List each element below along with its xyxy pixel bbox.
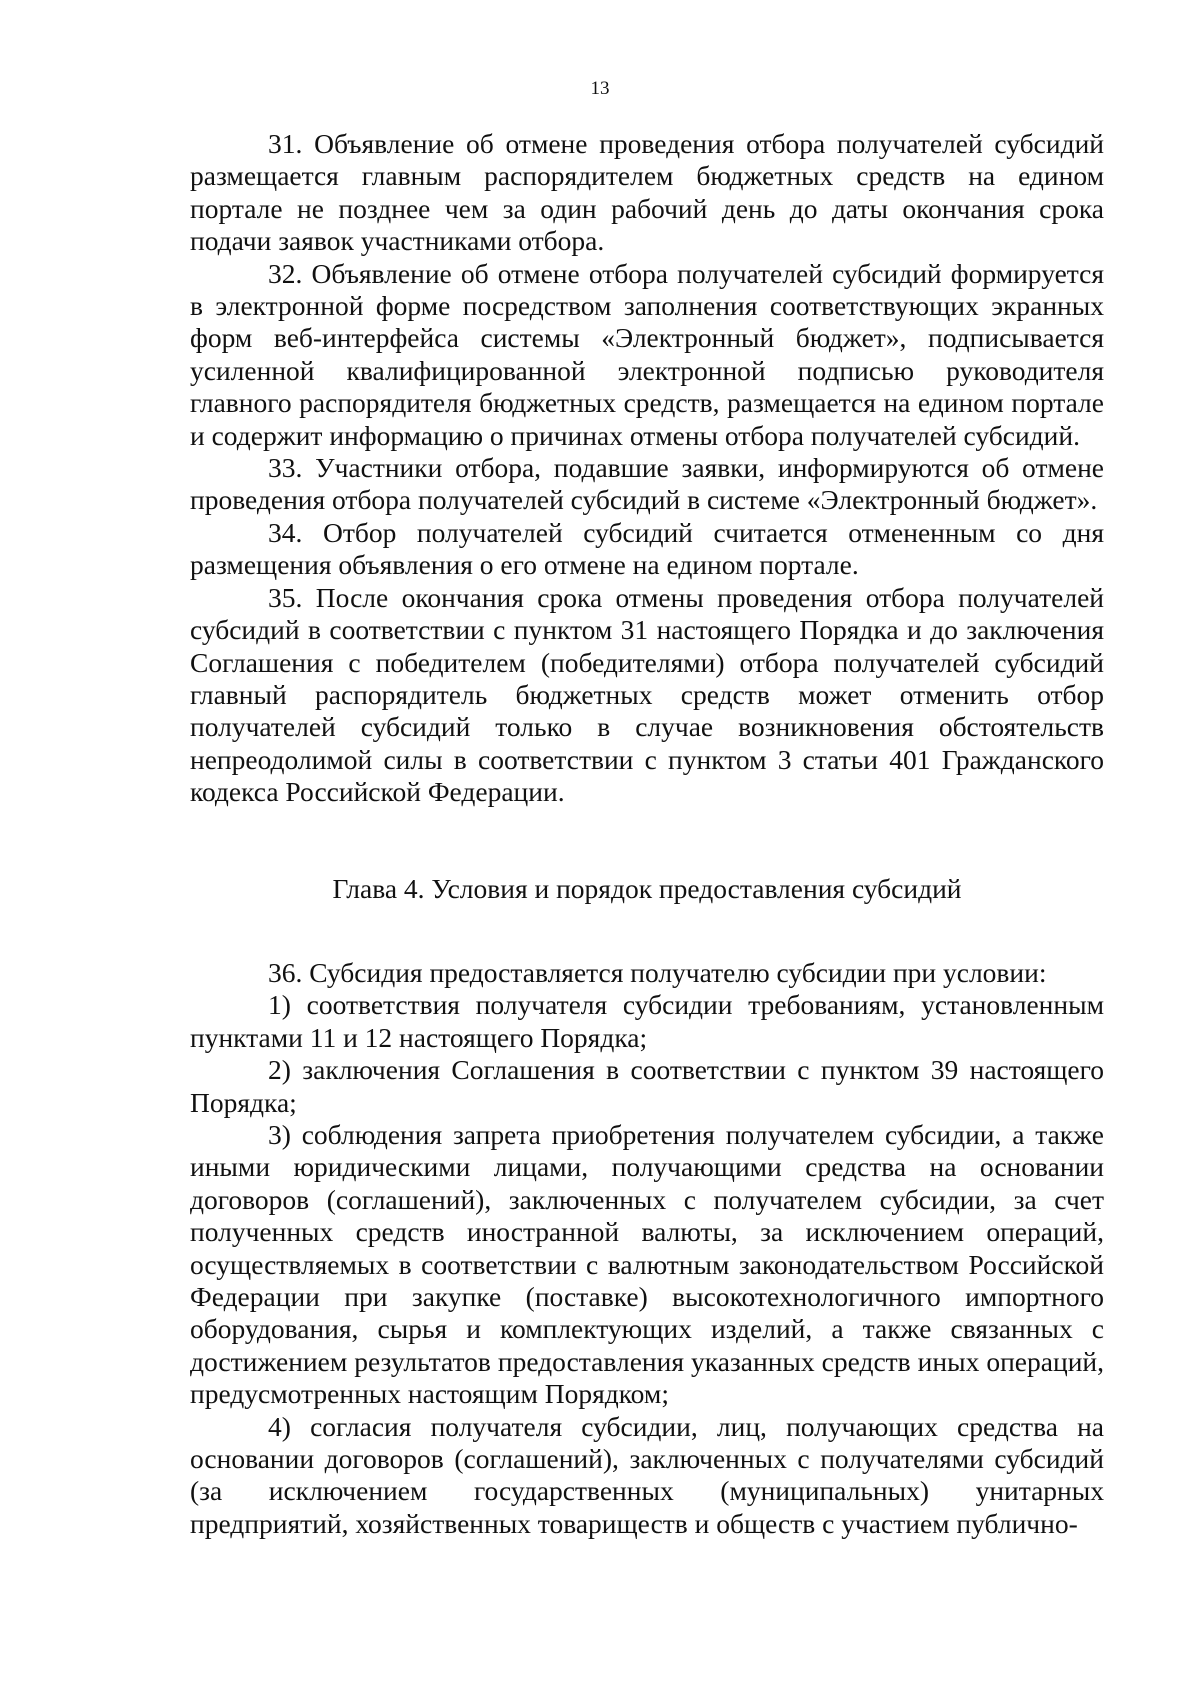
chapter-title: Глава 4. Условия и порядок предоставления субсидий	[332, 872, 962, 904]
paragraph-32: 32. Объявление об отмене отбора получателей субсидий формируется в электронной форме посредством заполнения соответствующих экранных форм веб-интерфейса системы «Электронный бюджет», подписывается усиленной квалифицированной электронной подписью руководителя главного распорядителя бюджетных средств, размещается на едином портале и содержит информацию о причинах отмены отбора получателей субсидий.	[190, 257, 1104, 451]
condition-item-3: 3) соблюдения запрета приобретения получателем субсидии, а также иными юридическими лицами, получающими средства на основании договоров (соглашений), заключенных с получателем субсидии, за счет полученных средств иностранной валюты, за исключением операций, осуществляемых в соответствии с валютным законодательством Российской Федерации при закупке (поставке) высокотехнологичного импортного оборудования, сырья и комплектующих изделий, а также связанных с достижением результатов предоставления указанных средств иных операций, предусмотренных настоящим Порядком;	[190, 1118, 1104, 1410]
paragraph-36: 36. Субсидия предоставляется получателю субсидии при условии:	[268, 956, 1047, 988]
condition-item-4: 4) согласия получателя субсидии, лиц, получающих средства на основании договоров (соглашений), заключенных с получателями субсидий (за исключением государственных (муниципальных) унитарных предприятий, хозяйственных товариществ и обществ с участием публично-	[190, 1410, 1104, 1539]
paragraph-31: 31. Объявление об отмене проведения отбора получателей субсидий размещается главным распорядителем бюджетных средств на едином портале не позднее чем за один рабочий день до даты окончания срока подачи заявок участниками отбора.	[190, 128, 1104, 257]
paragraph-33: 33. Участники отбора, подавшие заявки, информируются об отмене проведения отбора получателей субсидий в системе «Электронный бюджет».	[190, 452, 1104, 516]
condition-item-1: 1) соответствия получателя субсидии требованиям, установленным пунктами 11 и 12 настоящего Порядка;	[190, 989, 1104, 1053]
page-number: 13	[590, 78, 610, 99]
paragraph-34: 34. Отбор получателей субсидий считается отмененным со дня размещения объявления о его отмене на едином портале.	[190, 516, 1104, 581]
paragraph-35: 35. После окончания срока отмены проведения отбора получателей субсидий в соответствии с пунктом 31 настоящего Порядка и до заключения Соглашения с победителем (победителями) отбора получателей субсидий главный распорядитель бюджетных средств может отменить отбор получателей субсидий только в случае возникновения обстоятельств непреодолимой силы в соответствии с пунктом 3 статьи 401 Гражданского кодекса Российской Федерации.	[190, 581, 1104, 808]
condition-item-2: 2) заключения Соглашения в соответствии с пунктом 39 настоящего Порядка;	[190, 1054, 1104, 1118]
document-body	[190, 128, 1104, 1540]
